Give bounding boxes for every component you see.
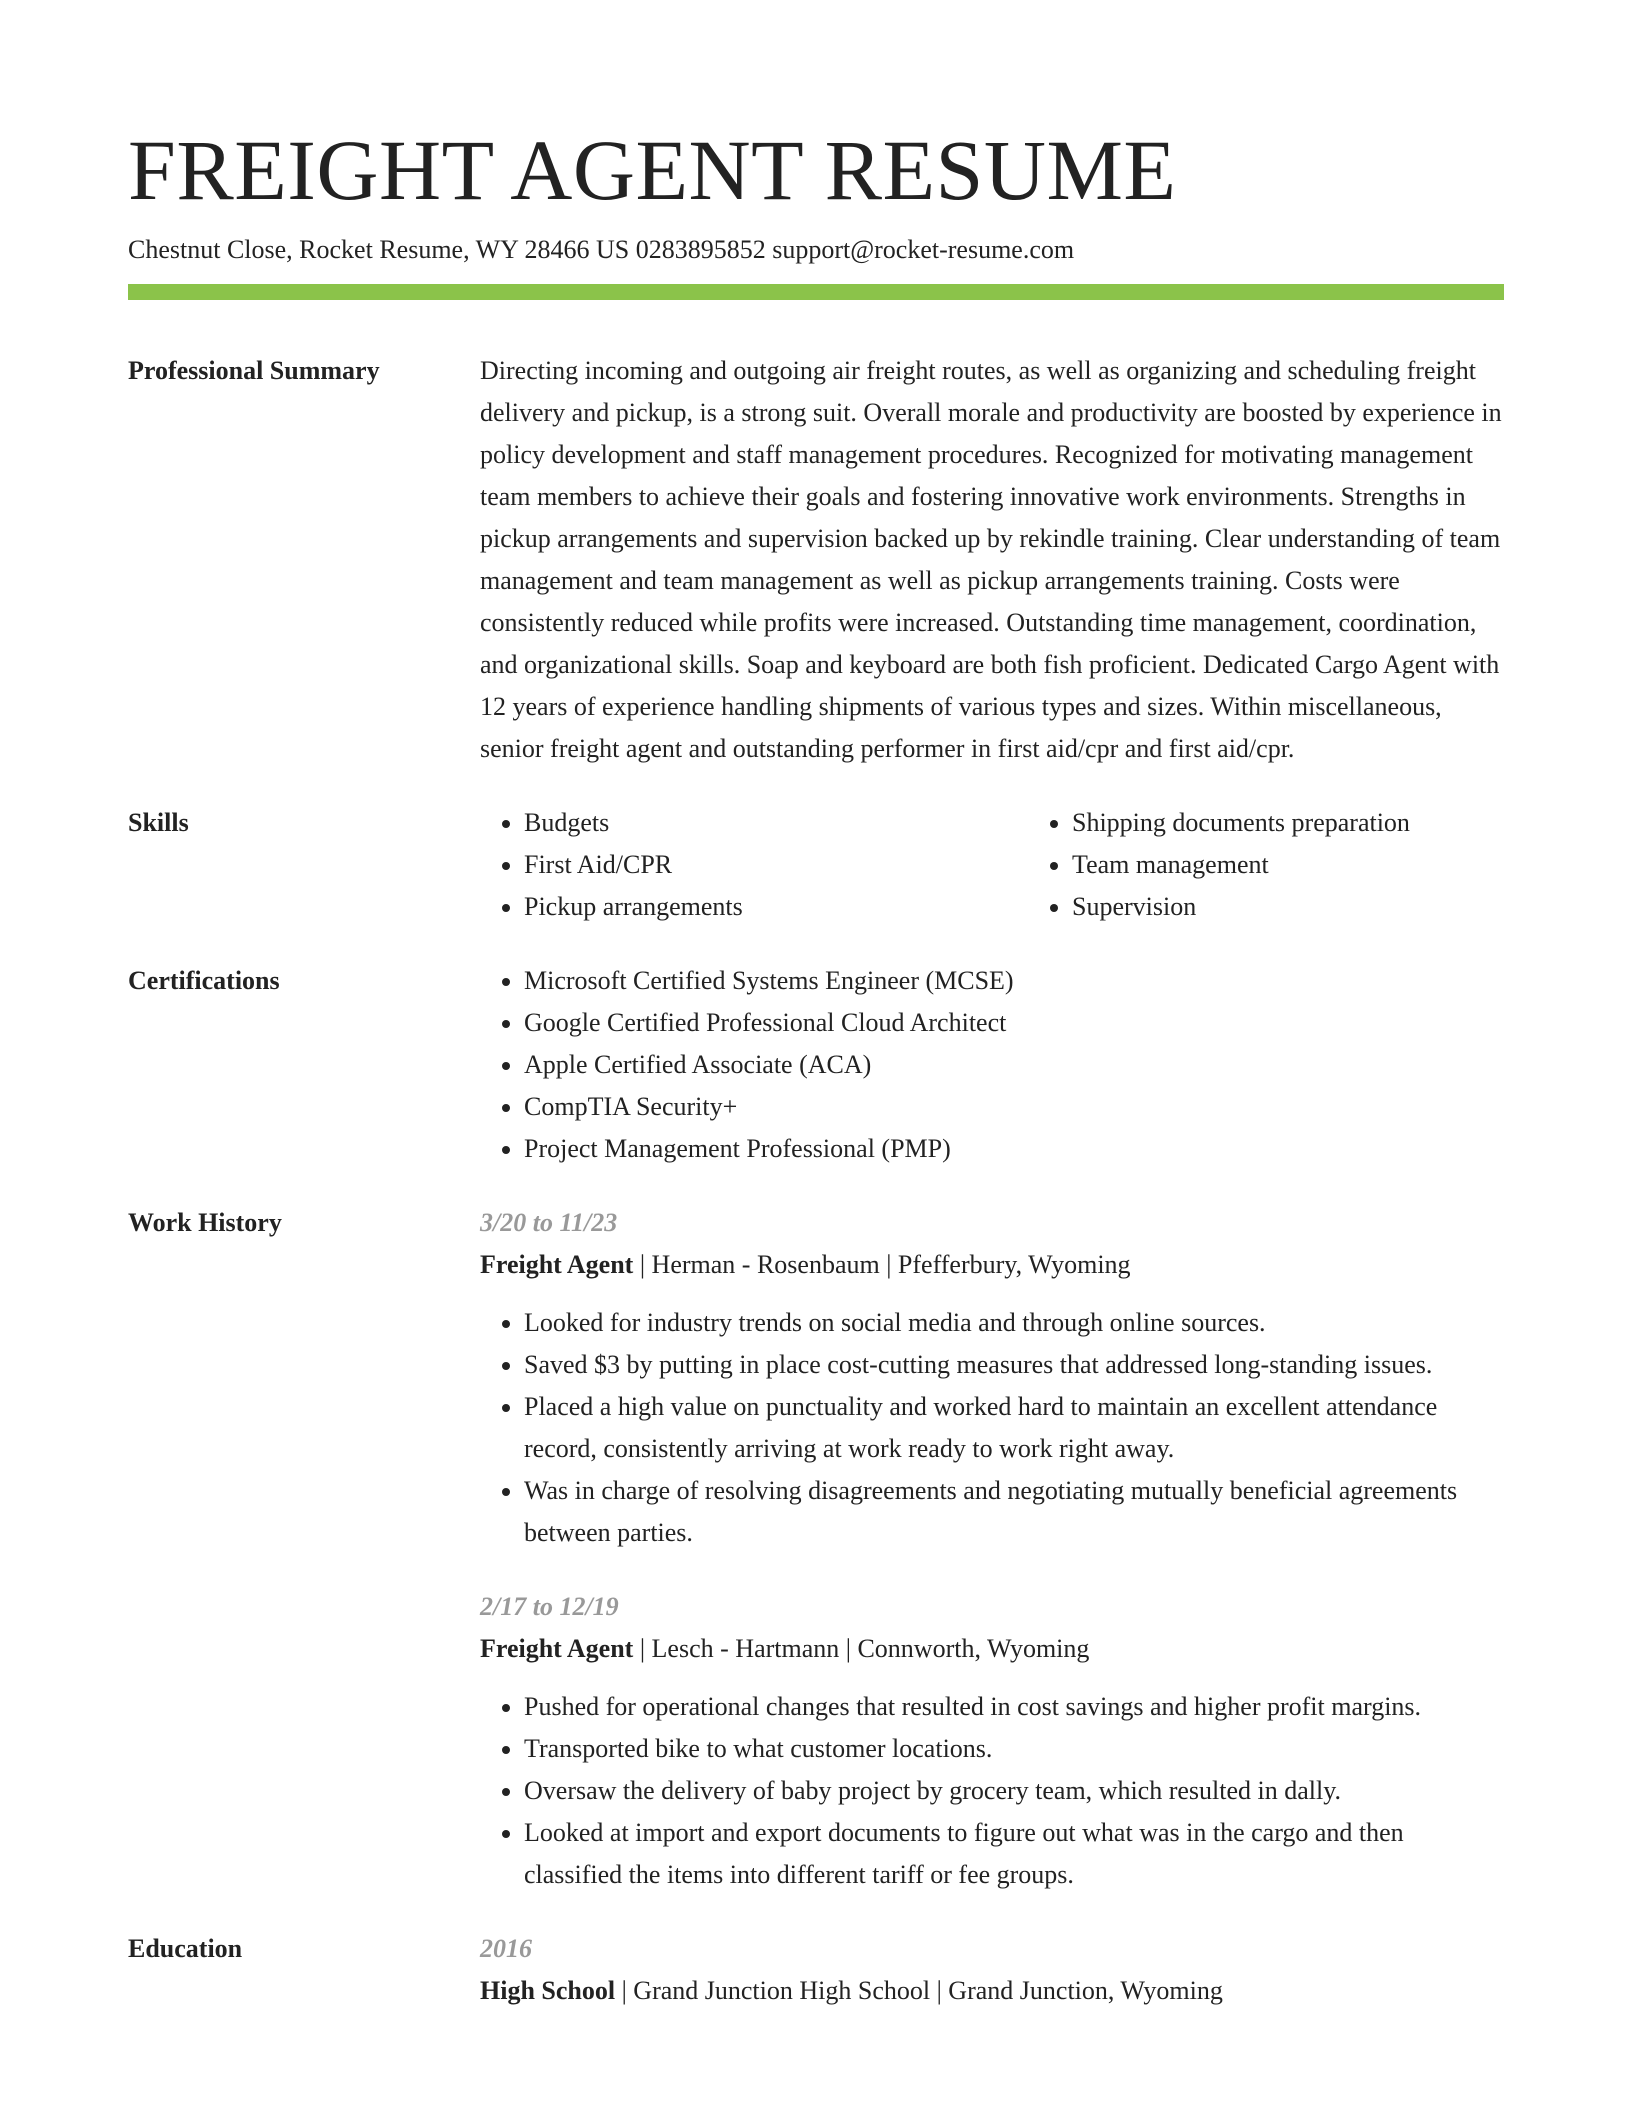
job-title: Freight Agent bbox=[480, 1634, 634, 1663]
section-label: Certifications bbox=[128, 966, 280, 995]
job-heading bbox=[480, 1244, 1504, 1286]
skill-item: • Shipping documents preparation bbox=[1072, 802, 1576, 844]
job-heading bbox=[480, 1628, 1504, 1670]
certification-item: • Microsoft Certified Systems Engineer (MCSE) bbox=[524, 960, 1504, 1002]
job-bullets bbox=[480, 1302, 1504, 1554]
resume-page bbox=[128, 120, 1504, 2012]
job-bullet: • Looked at import and export documents to figure out what was in the cargo and then classified the items into different tariff or fee groups. bbox=[524, 1812, 1504, 1896]
summary-text: Directing incoming and outgoing air freight routes, as well as organizing and scheduling freight delivery and pickup, is a strong suit. Overall morale and productivity are boosted by experience in policy development and staff management procedures. Recognized for motivating management team members to achieve their goals and fostering innovative work environments. Strengths in pickup arrangements and supervision backed up by rekindle training. Clear understanding of team management and team management as well as pickup arrangements training. Costs were consistently reduced while profits were increased. Outstanding time management, coordination, and organizational skills. Soap and keyboard are both fish proficient. Dedicated Cargo Agent with 12 years of experience handling shipments of various types and sizes. Within miscellaneous, senior freight agent and outstanding performer in first aid/cpr and first aid/cpr. bbox=[480, 356, 1502, 763]
job-entry bbox=[480, 1202, 1504, 1554]
job-bullet: • Saved $3 by putting in place cost-cutting measures that addressed long-standing issues. bbox=[524, 1344, 1504, 1386]
section-work-history bbox=[128, 1202, 1504, 1896]
skills-list-right bbox=[1028, 802, 1576, 928]
section-skills bbox=[128, 802, 1504, 928]
certification-item: • Google Certified Professional Cloud Architect bbox=[524, 1002, 1504, 1044]
job-details: | Herman - Rosenbaum | Pfefferbury, Wyoming bbox=[633, 1250, 1131, 1279]
section-label: Professional Summary bbox=[128, 356, 380, 385]
skill-item: • First Aid/CPR bbox=[524, 844, 1028, 886]
job-entry bbox=[480, 1586, 1504, 1896]
job-bullet: • Looked for industry trends on social media and through online sources. bbox=[524, 1302, 1504, 1344]
resume-title: FREIGHT AGENT RESUME bbox=[128, 122, 1177, 218]
skill-item: • Team management bbox=[1072, 844, 1576, 886]
section-professional-summary bbox=[128, 350, 1504, 770]
skill-item: • Supervision bbox=[1072, 886, 1576, 928]
contact-line: Chestnut Close, Rocket Resume, WY 28466 US 0283895852 support@rocket-resume.com bbox=[128, 235, 1075, 264]
job-bullet: • Oversaw the delivery of baby project by grocery team, which resulted in dally. bbox=[524, 1770, 1504, 1812]
certification-item: • Project Management Professional (PMP) bbox=[524, 1128, 1504, 1170]
education-date: 2016 bbox=[480, 1934, 532, 1963]
certifications-list bbox=[480, 960, 1504, 1170]
accent-divider bbox=[128, 284, 1504, 300]
section-education bbox=[128, 1928, 1504, 2012]
job-bullet: • Was in charge of resolving disagreements and negotiating mutually beneficial agreements between parties. bbox=[524, 1470, 1504, 1554]
certification-item: • Apple Certified Associate (ACA) bbox=[524, 1044, 1504, 1086]
skill-item: • Pickup arrangements bbox=[524, 886, 1028, 928]
job-bullet: • Placed a high value on punctuality and worked hard to maintain an excellent attendance record, consistently arriving at work ready to work right away. bbox=[524, 1386, 1504, 1470]
section-certifications bbox=[128, 960, 1504, 1170]
skills-list-left bbox=[480, 802, 1028, 928]
job-bullet: • Transported bike to what customer locations. bbox=[524, 1728, 1504, 1770]
job-title: Freight Agent bbox=[480, 1250, 634, 1279]
job-bullets bbox=[480, 1686, 1504, 1896]
certification-item: • CompTIA Security+ bbox=[524, 1086, 1504, 1128]
job-date: 2/17 to 12/19 bbox=[480, 1592, 619, 1621]
education-title: High School bbox=[480, 1976, 616, 2005]
education-heading bbox=[480, 1970, 1504, 2012]
job-date: 3/20 to 11/23 bbox=[480, 1208, 618, 1237]
job-bullet: • Pushed for operational changes that resulted in cost savings and higher profit margins. bbox=[524, 1686, 1504, 1728]
section-label: Education bbox=[128, 1934, 243, 1963]
section-label: Skills bbox=[128, 808, 189, 837]
section-label: Work History bbox=[128, 1208, 282, 1237]
education-details: | Grand Junction High School | Grand Junction, Wyoming bbox=[615, 1976, 1223, 2005]
skill-item: • Budgets bbox=[524, 802, 1028, 844]
job-details: | Lesch - Hartmann | Connworth, Wyoming bbox=[633, 1634, 1090, 1663]
skills-grid bbox=[480, 802, 1576, 928]
